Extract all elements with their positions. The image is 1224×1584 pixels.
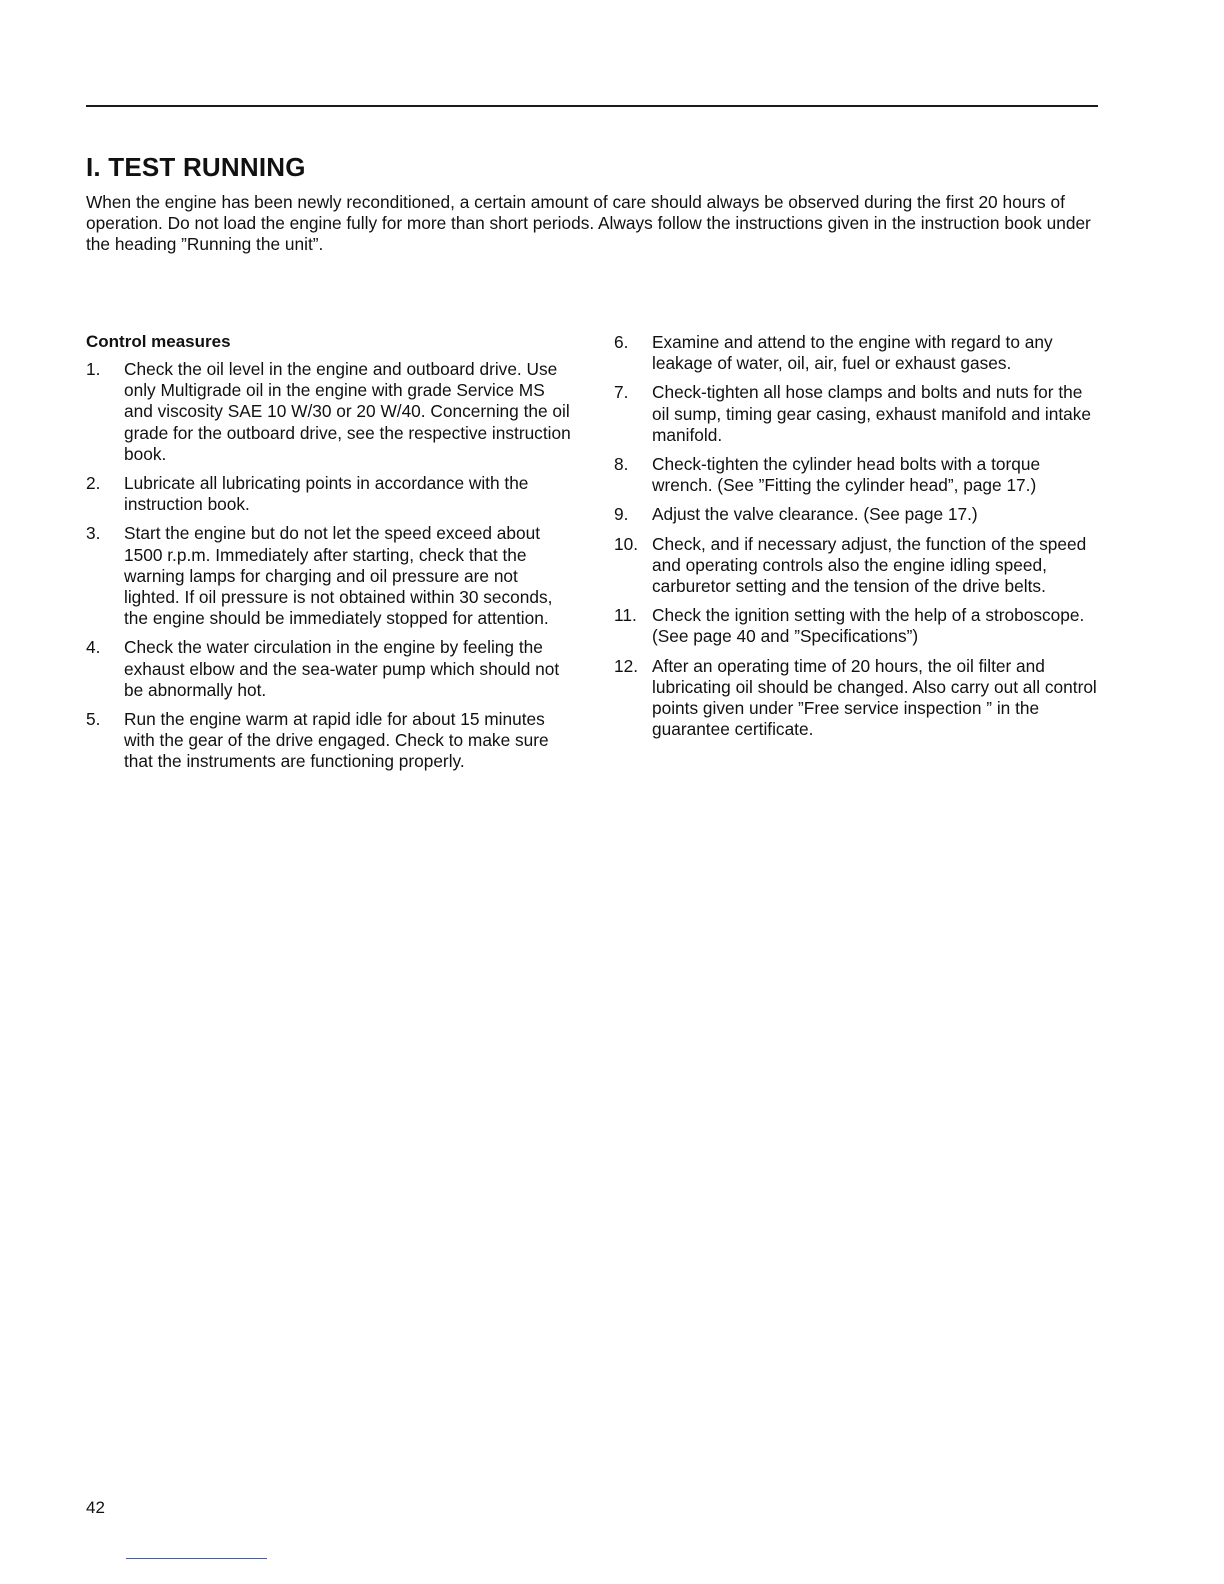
list-item (86, 473, 576, 515)
list-item (86, 637, 576, 701)
item-number: 6. (614, 332, 629, 352)
item-text: Check-tighten the cylinder head bolts with a torque wrench. (See ”Fitting the cylinder head”, page 17.) (652, 454, 1041, 496)
item-number: 11. (614, 605, 637, 626)
item-number: 1. (86, 359, 101, 379)
item-number: 10. (614, 533, 639, 554)
item-text: Examine and attend to the engine with regard to any leakage of water, oil, air, fuel or exhaust gases. (652, 332, 1053, 374)
item-text: Lubricate all lubricating points in accordance with the instruction book. (124, 473, 529, 515)
intro-paragraph: When the engine has been newly reconditioned, a certain amount of care should always be observed during the first 20 hours of operation. Do not load the engine fully for more than short periods. Always follow the instructions given in the instruction book under the heading ”Running the unit”. (86, 192, 1091, 255)
list-item (614, 454, 1104, 496)
item-text: Run the engine warm at rapid idle for about 15 minutes with the gear of the drive engaged. Check to make sure that the instruments are functioning properly. (124, 709, 549, 772)
item-number: 12. (614, 655, 639, 676)
bottom-rule (126, 1558, 267, 1559)
list-item (614, 534, 1104, 598)
item-number: 8. (614, 454, 629, 475)
item-text: After an operating time of 20 hours, the oil filter and lubricating oil should be changed. Also carry out all control points given under ”Free service inspection ” in the guarantee certificate. (652, 655, 1097, 740)
list-item (614, 332, 1104, 374)
list-item (614, 382, 1104, 446)
top-divider (86, 105, 1098, 107)
item-number: 2. (86, 473, 101, 494)
item-text: Check the ignition setting with the help of a stroboscope. (See page 40 and ”Specifications”) (652, 605, 1085, 647)
list-item (614, 605, 1104, 647)
list-item (86, 523, 576, 629)
item-text: Check the water circulation in the engine by feeling the exhaust elbow and the sea-water pump which should not be abnormally hot. (124, 637, 560, 700)
steps-list-left (86, 359, 576, 773)
section-title: I. TEST RUNNING (86, 152, 306, 182)
right-column (614, 332, 1104, 748)
left-column (86, 331, 576, 781)
item-text: Start the engine but do not let the speed exceed about 1500 r.p.m. Immediately after starting, check that the warning lamps for charging and oil pressure are not lighted. If oil pressure is not obtained within 30 seconds, the engine should be immediately stopped for attention. (124, 523, 553, 629)
steps-list-right (614, 332, 1104, 740)
control-measures-heading: Control measures (86, 332, 231, 351)
list-item (86, 359, 576, 465)
page-number: 42 (86, 1498, 105, 1517)
list-item (86, 709, 576, 773)
list-item (614, 504, 1104, 525)
item-number: 7. (614, 382, 629, 403)
list-item (614, 656, 1104, 741)
item-number: 4. (86, 637, 101, 658)
item-number: 3. (86, 523, 101, 544)
item-text: Check, and if necessary adjust, the function of the speed and operating controls also the engine idling speed, carburetor setting and the tension of the drive belts. (652, 533, 1087, 597)
item-number: 5. (86, 709, 101, 730)
item-text: Check the oil level in the engine and outboard drive. Use only Multigrade oil in the engine with grade Service MS and viscosity SAE 10 W/30 or 20 W/40. Concerning the oil grade for the outboard drive, see the respective instruction book. (124, 359, 571, 464)
item-number: 9. (614, 504, 629, 525)
item-text: Check-tighten all hose clamps and bolts and nuts for the oil sump, timing gear casing, exhaust manifold and intake manifold. (652, 382, 1091, 445)
item-text: Adjust the valve clearance. (See page 17.) (652, 504, 978, 525)
